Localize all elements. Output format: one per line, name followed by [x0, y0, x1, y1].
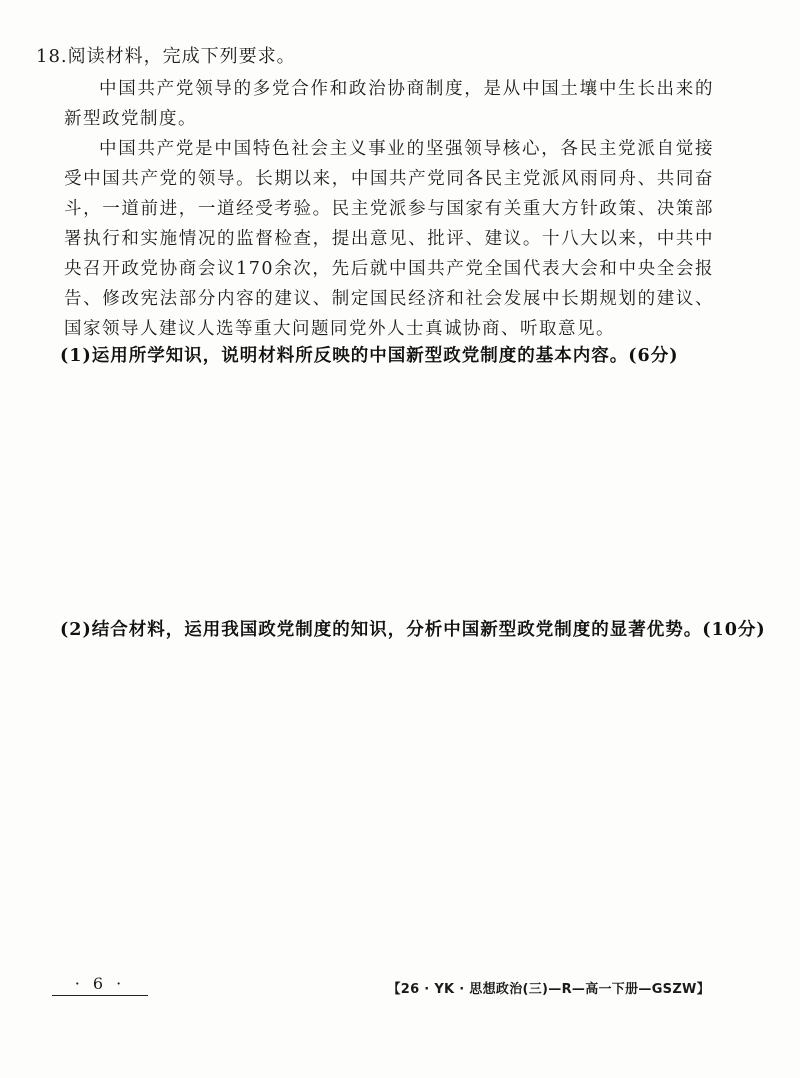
answer-area-1[interactable] [60, 380, 740, 600]
sub-question-2: (2)结合材料，运用我国政党制度的知识，分析中国新型政党制度的显著优势。(10分) [60, 620, 766, 640]
exam-code: 【26 · YK · 思想政治(三)—R—高一下册—GSZW】 [387, 982, 710, 997]
answer-area-2[interactable] [60, 654, 740, 954]
page-number: · 6 · [52, 974, 148, 996]
question-title: 18.阅读材料，完成下列要求。 [36, 46, 296, 67]
sub-question-1: (1)运用所学知识，说明材料所反映的中国新型政党制度的基本内容。(6分) [60, 346, 679, 366]
material-paragraph-2: 中国共产党是中国特色社会主义事业的坚强领导核心，各民主党派自觉接受中国共产党的领导。长期以来，中国共产党同各民主党派风雨同舟、共同奋斗，一道前进，一道经受考验。民主党派参与国家有关重大方针政策、决策部署执行和实施情况的监督检查，提出意见、批评、建议。十八大以来，中共中央召开政党协商会议170余次，先后就中国共产党全国代表大会和中央全会报告、修改宪法部分内容的建议、制定国民经济和社会发展中长期规划的建议、国家领导人建议人选等重大问题同党外人士真诚协商、听取意见。 [64, 139, 714, 339]
material-paragraph-1: 中国共产党领导的多党合作和政治协商制度，是从中国土壤中生长出来的新型政党制度。 [64, 79, 714, 129]
